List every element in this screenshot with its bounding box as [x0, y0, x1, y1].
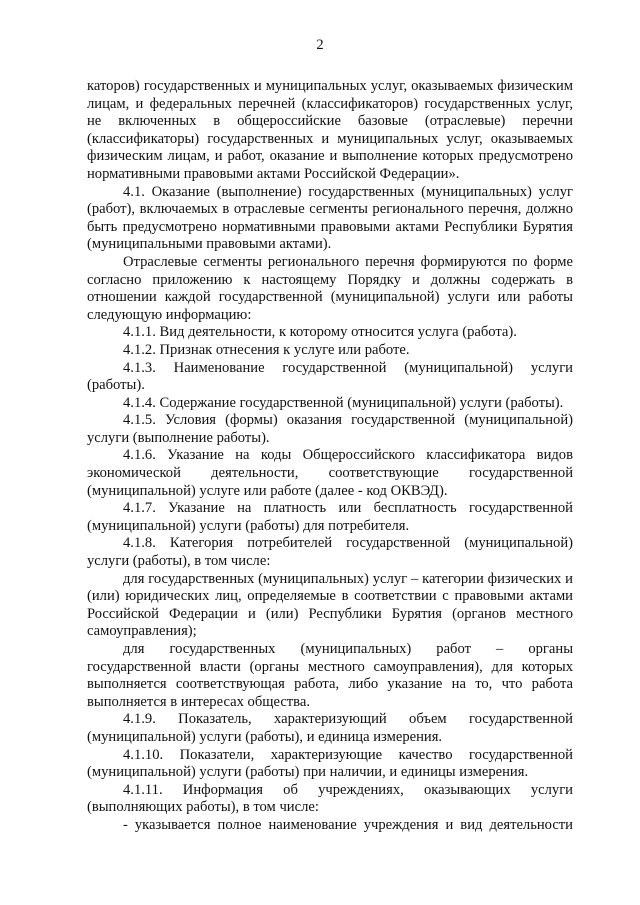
- paragraph-4-1-1: 4.1.1. Вид деятельности, к которому относится услуга (работа).: [123, 324, 517, 341]
- paragraph-4-1-4: 4.1.4. Содержание государственной (муниципальной) услуги (работы).: [123, 394, 564, 411]
- document-body: [87, 78, 573, 835]
- paragraph-4-1-2: 4.1.2. Признак отнесения к услуге или работе.: [123, 341, 410, 358]
- paragraph-4-1-6: 4.1.6. Указание на коды Общероссийского классификатора видов экономической деятельности, соответствующие государственной (муниципальной) услуге или работе (далее - код ОКВЭД).: [87, 447, 573, 499]
- paragraph-4-1-3: 4.1.3. Наименование государственной (муниципальной) услуги (работы).: [87, 359, 573, 394]
- paragraph-4-1-10: 4.1.10. Показатели, характеризующие качество государственной (муниципальной) услуги (работы) при наличии, и единицы измерения.: [87, 746, 573, 781]
- paragraph-4-1-5: 4.1.5. Условия (формы) оказания государственной (муниципальной) услуги (выполнение работы).: [87, 412, 573, 446]
- paragraph-4-1-8: 4.1.8. Категория потребителей государственной (муниципальной) услуги (работы), в том числе:: [87, 535, 573, 570]
- paragraph-continuation: каторов) государственных и муниципальных услуг, оказываемых физическим лицам, и федеральных перечней (классификаторов) государственных услуг, не включенных в общероссийские базовые (отраслевые) перечни (классификаторы) государственных и муниципальных услуг, оказываемых физическим лицам, и работ, оказание и выполнение которых предусмотрено нормативными правовыми актами Российской Федерации».: [87, 78, 573, 182]
- paragraph-4-1-7: 4.1.7. Указание на платность или бесплатность государственной (муниципальной) услуги (работы) для потребителя.: [87, 500, 573, 534]
- paragraph-works-consumers: для государственных (муниципальных) работ – органы государственной власти (органы местного самоуправления), для которых выполняется соответствующая работа, либо указание на то, что работа выполняется в интересах общества.: [87, 641, 573, 710]
- paragraph-services-consumers: для государственных (муниципальных) услуг – категории физических и (или) юридических лиц, определяемые в соответствии с правовыми актами Российской Федерации и (или) Республики Бурятия (органов местного самоуправления);: [87, 570, 573, 640]
- page-number: 2: [316, 37, 324, 53]
- paragraph-4-1-9: 4.1.9. Показатель, характеризующий объем государственной (муниципальной) услуги (работы), и единица измерения.: [87, 711, 573, 745]
- paragraph-4-1: 4.1. Оказание (выполнение) государственных (муниципальных) услуг (работ), включаемых в отраслевые сегменты регионального перечня, должно быть предусмотрено нормативными правовыми актами Республики Бурятия (муниципальными правовыми актами).: [87, 183, 573, 253]
- paragraph-sector-segments: Отраслевые сегменты регионального перечня формируются по форме согласно приложению к настоящему Порядку и должны содержать в отношении каждой государственной (муниципальной) услуги или работы следующую информацию:: [87, 253, 573, 323]
- paragraph-4-1-11: 4.1.11. Информация об учреждениях, оказывающих услуги (выполняющих работы), в том числе:: [87, 781, 573, 816]
- paragraph-institution-name: - указывается полное наименование учреждения и вид деятельности: [123, 816, 573, 833]
